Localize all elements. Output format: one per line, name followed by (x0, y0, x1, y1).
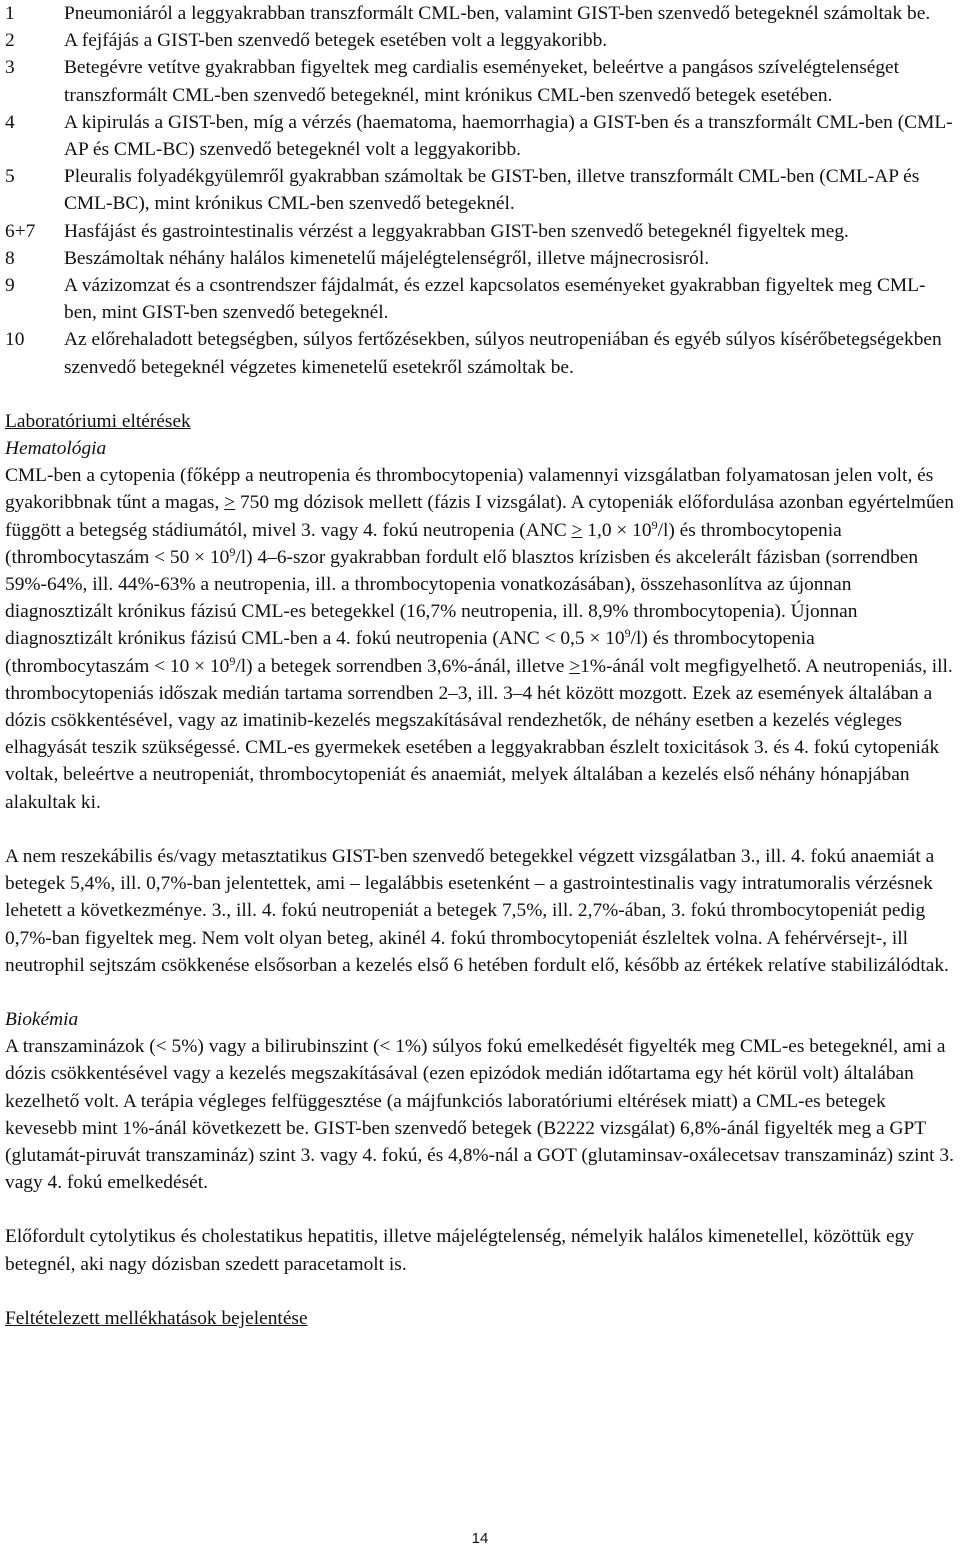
biochemistry-paragraph-2: Előfordult cytolytikus és cholestatikus hepatitis, illetve májelégtelenség, némelyik halálos kimenetellel, közöttük egy betegnél, aki nagy dózisban szedett paracetamolt is. (5, 1226, 914, 1275)
superscript: 9 (624, 626, 631, 641)
text-run: 1,0 × 10 (582, 519, 652, 541)
footnote-number: 4 (5, 111, 15, 133)
biochemistry-paragraph-1: A transzaminázok (< 5%) vagy a bilirubinszint (< 1%) súlyos fokú emelkedését figyelték meg CML-es betegeknél, ami a dózis csökkentésével vagy a kezelés megszakításával (ezen epizódok medián időtartama egy hét körül volt) általában kezelhető volt. A terápia végleges felfüggesztése (a májfunkciós laboratóriumi eltérések miatt) a CML-es betegek kevesebb mint 1%-ánál következett be. GIST-ben szenvedő betegek (B2222 vizsgálat) 6,8%-ánál figyelték meg a GPT (glutamát-piruvát transzamináz) szint 3. vagy 4. fokú, és 4,8%-nál a GOT (glutaminsav-oxálecetsav transzamináz) szint 3. vagy 4. fokú emelkedését. (5, 1036, 954, 1194)
footnote-item (5, 245, 955, 272)
footnote-item (5, 218, 955, 245)
footnote-text: Hasfájást és gastrointestinalis vérzést a leggyakrabban GIST-ben szenvedő betegeknél figyeltek meg. (64, 220, 849, 242)
footnote-text: A vázizomzat és a csontrendszer fájdalmát, és ezzel kapcsolatos eseményeket gyakrabban figyeltek meg CML-ben, mint GIST-ben szenvedő betegeknél. (64, 275, 926, 324)
geq-symbol: > (224, 492, 236, 514)
footnote-text: Pleuralis folyadékgyülemről gyakrabban számoltak be GIST-ben, illetve transzformált CML-ben (CML-AP és CML-BC), mint krónikus CML-ben szenvedő betegeknél. (64, 166, 920, 215)
footnote-number: 9 (5, 275, 15, 297)
footnote-number: 10 (5, 329, 25, 351)
hematology-paragraph-2: A nem reszekábilis és/vagy metasztatikus GIST-ben szenvedő betegekkel végzett vizsgálatban 3., ill. 4. fokú anaemiát a betegek 5,4%, ill. 0,7%-ban jelentettek, ami – legalábbis esetenként – a gastrointestinalis vagy intratumoralis vérzésnek lehetett a következménye. 3., ill. 4. fokú neutropeniát a betegek 7,5%, ill. 2,7%-ában, 3. fokú thrombocytopeniát pedig 0,7%-ban figyeltek meg. Nem volt olyan beteg, akinél 4. fokú thrombocytopeniát észleltek volna. A fehérvérsejt-, ill neutrophil sejtszám csökkenése elsősorban a kezelés első 6 hetében fordult elő, később az értékek relatíve stabilizálódtak. (5, 845, 949, 976)
geq-symbol: > (571, 519, 583, 541)
section-heading-reporting: Feltételezett mellékhatások bejelentése (5, 1307, 308, 1329)
hematology-paragraph-1 (5, 462, 955, 816)
footnote-item (5, 272, 955, 326)
text-run: /l) és thrombocytopenia (thrombocytaszám < 50 × 10 (5, 519, 842, 568)
text-run: 750 mg dózisok mellett (fázis I vizsgálat). A cytopeniák előfordulása azonban egyértelműen függött a betegség stádiumától, mivel 3. vagy 4. fokú neutropenia (ANC (5, 492, 954, 541)
footnote-text: Beszámoltak néhány halálos kimenetelű májelégtelenségről, illetve májnecrosisról. (64, 247, 710, 269)
footnote-item (5, 54, 955, 108)
footnote-item (5, 27, 955, 54)
superscript: 9 (651, 517, 658, 532)
text-run: CML-ben a cytopenia (főképp a neutropenia és thrombocytopenia) valamennyi vizsgálatban folyamatosan jelen volt, és gyakoribbnak tűnt a magas, (5, 465, 934, 514)
footnote-item (5, 0, 955, 27)
footnote-text: Az előrehaladott betegségben, súlyos fertőzésekben, súlyos neutropeniában és egyéb súlyos kísérőbetegségekben szenvedő betegeknél végzetes kimenetelű esetekről számoltak be. (64, 329, 942, 378)
text-run: /l) a betegek sorrendben 3,6%-ánál, illetve (235, 655, 570, 677)
lab-section (5, 408, 955, 1278)
text-run: /l) és thrombocytopenia (thrombocytaszám < 10 × 10 (5, 628, 815, 677)
text-run: 1%-ánál volt megfigyelhető. A neutropeniás, ill. thrombocytopeniás időszak medián tartama sorrendben 2–3, ill. 3–4 hét között mozgott. Ezek az események általában a dózis csökkentésével, vagy az imatinib-kezelés megszakításával rendezhetők, de néhány esetben a kezelés végleges elhagyását teszik szükségessé. CML-es gyermekek esetében a leggyakrabban észlelt toxicitások 3. és 4. fokú cytopeniák voltak, beleértve a neutropeniát, thrombocytopeniát és anaemiát, melyek általában a kezelés első néhány hónapjában alakultak ki. (5, 655, 953, 813)
geq-symbol: > (569, 655, 581, 677)
footnote-number: 3 (5, 57, 15, 79)
footnote-item (5, 163, 955, 217)
subheading-biochemistry: Biokémia (5, 1008, 79, 1030)
footnote-text: Pneumoniáról a leggyakrabban transzformált CML-ben, valamint GIST-ben szenvedő betegeknél számoltak be. (64, 3, 931, 24)
superscript: 9 (229, 653, 236, 668)
footnote-number: 2 (5, 30, 15, 52)
footnote-item (5, 326, 955, 380)
footnote-number: 8 (5, 247, 15, 269)
footnote-text: Betegévre vetítve gyakrabban figyeltek meg cardialis eseményeket, beleértve a pangásos szívelégtelenséget transzformált CML-ben szenvedő betegeknél, mint krónikus CML-ben szenvedő betegek esetében. (64, 57, 900, 106)
footnote-number: 5 (5, 166, 15, 188)
section-heading-lab: Laboratóriumi eltérések (5, 410, 191, 432)
text-run: /l) 4–6-szor gyakrabban fordult elő blasztos krízisben és akcelerált fázisban (sorrendben 59%-64%, ill. 44%-63% a neutropenia, ill. a thrombocytopenia vonatkozásában), összehasonlítva az újonnan diagnosztizált krónikus fázisú CML-es betegekkel (16,7% neutropenia, ill. 8,9% thrombocytopenia). Újonnan diagnosztizált krónikus fázisú CML-ben a 4. fokú neutropenia (ANC < 0,5 × 10 (5, 546, 919, 650)
document-page (5, 0, 955, 1332)
subheading-hematology: Hematológia (5, 438, 107, 460)
footnote-text: A fejfájás a GIST-ben szenvedő betegek esetében volt a leggyakoribb. (64, 30, 608, 52)
footnote-list (5, 0, 955, 381)
page-number: 14 (471, 1530, 489, 1547)
superscript: 9 (229, 544, 236, 559)
footnote-number: 6+7 (5, 220, 36, 242)
footnote-number: 1 (5, 3, 15, 24)
footnote-text: A kipirulás a GIST-ben, míg a vérzés (haematoma, haemorrhagia) a GIST-ben és a transzformált CML-ben (CML-AP és CML-BC) szenvedő betegeknél volt a leggyakoribb. (64, 111, 953, 161)
footnote-item (5, 109, 955, 163)
